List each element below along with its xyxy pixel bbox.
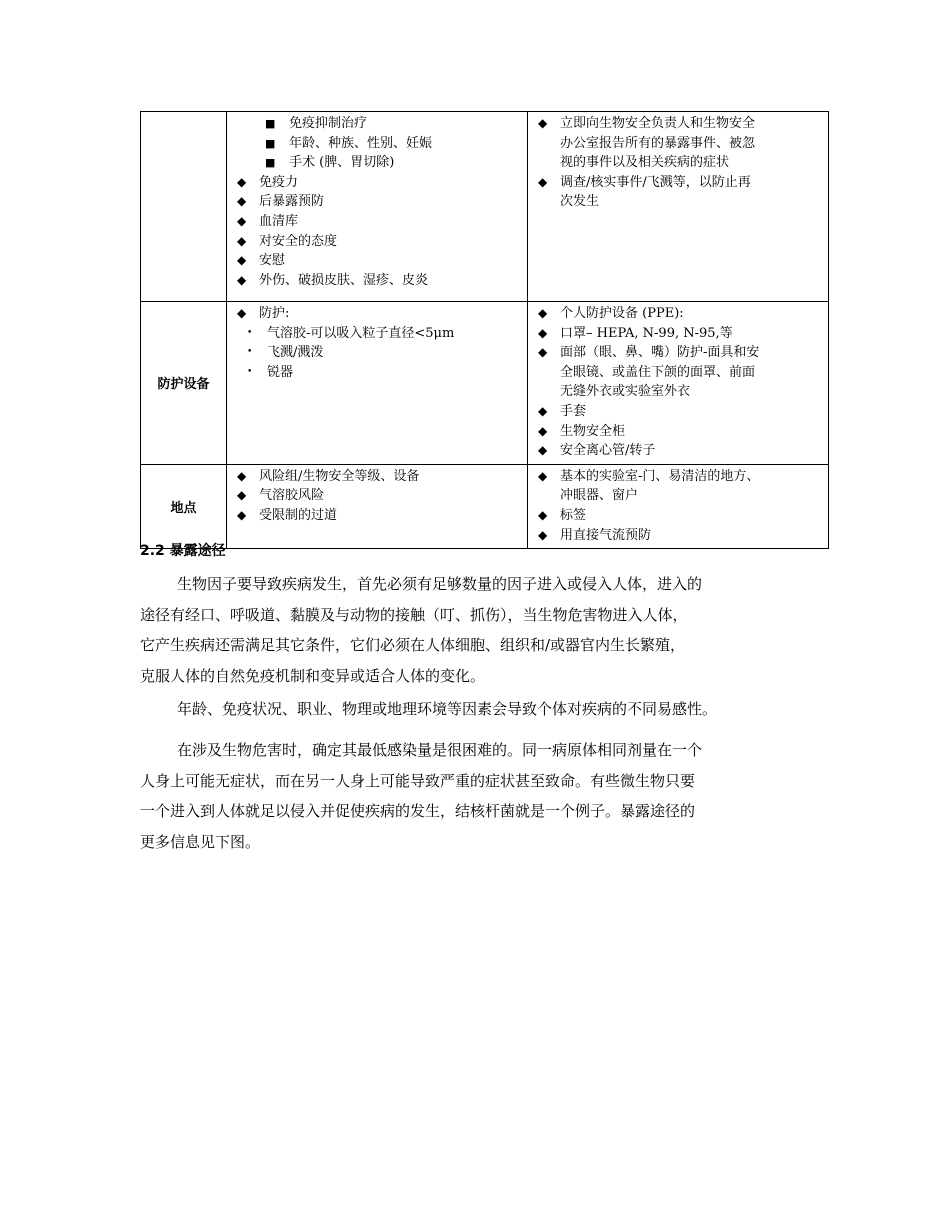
list-item [233,153,523,173]
list-item-text: 冲眼器、窗户 [560,488,639,504]
row-label: 地点 [141,464,227,548]
list-item-text: 生物安全柜 [560,423,626,439]
list-item [233,467,523,487]
diamond-bullet-icon: ◆ [237,306,247,320]
list-item [233,506,523,526]
list-item [534,304,824,324]
list-item-text: 口罩– HEPA, N-99, N-95,等 [560,325,733,341]
list-item [534,363,824,383]
list-item [233,251,523,271]
list-item [534,486,824,506]
table-row [141,302,829,465]
diamond-bullet-icon: ◆ [538,116,548,130]
diamond-bullet-icon: ◆ [237,174,247,189]
list-item-text: 气溶胶风险 [259,488,325,504]
list-item [233,192,523,212]
diamond-bullet-icon: ◆ [237,213,247,228]
bullet-bullet-icon: • [247,347,253,358]
diamond-bullet-icon: ◆ [538,507,548,522]
paragraph [140,694,834,725]
list-item-text: 次发生 [560,194,600,210]
square-bullet-icon: ■ [265,136,276,150]
section-heading: 2.2 暴露途径 [140,543,226,559]
list-item [534,324,824,344]
diamond-bullet-icon: ◆ [237,194,247,209]
list-item-text: 面部（眼、鼻、嘴）防护-面具和安 [560,345,760,361]
diamond-bullet-icon: ◆ [538,443,548,458]
diamond-bullet-icon: ◆ [538,306,548,320]
list-item-text: 用直接气流预防 [560,527,652,543]
paragraph-line: 更多信息见下图。 [140,832,261,851]
diamond-bullet-icon: ◆ [538,174,548,189]
diamond-bullet-icon: ◆ [237,507,247,522]
list-item-text: 风险组/生物安全等级、设备 [259,468,420,484]
list-item-text: 血清库 [259,213,299,229]
diamond-bullet-icon: ◆ [538,345,548,360]
list-item-text: 无缝外衣或实验室外衣 [560,384,691,400]
paragraph [140,735,834,857]
list-item-text: 年龄、种族、性别、妊娠 [289,135,433,151]
table-cell-left [227,112,528,302]
list-item [534,526,824,546]
table-row [141,464,829,548]
list-item [233,343,523,363]
list-item [233,271,523,291]
list-item [233,486,523,506]
diamond-bullet-icon: ◆ [538,403,548,418]
list-item-text: 手套 [560,403,587,419]
list-item [534,153,824,173]
diamond-bullet-icon: ◆ [237,488,247,503]
list-item [233,134,523,154]
list-item [534,422,824,442]
list-item-text: 气溶胶-可以吸入粒子直径<5μm [267,325,455,341]
diamond-bullet-icon: ◆ [538,527,548,542]
list-item [233,304,523,324]
list-item [233,114,523,134]
paragraph [140,569,834,691]
paragraph-line: 它产生疾病还需满足其它条件，它们必须在人体细胞、组织和/或器官内生长繁殖， [140,636,686,654]
bullet-bullet-icon: • [247,366,253,377]
table-cell-left [227,302,528,465]
list-item-text: 全眼镜、或盖住下颌的面罩、前面 [560,364,756,380]
list-item [534,114,824,134]
list-item-text: 手术 (脾、胃切除) [289,155,395,171]
list-item-text: 调查/核实事件/飞溅等，以防止再 [560,174,751,190]
row-label: 防护设备 [141,302,227,465]
list-item [534,467,824,487]
diamond-bullet-icon: ◆ [538,325,548,340]
list-item [534,402,824,422]
list-item [534,441,824,461]
diamond-bullet-icon: ◆ [237,272,247,287]
table-cell-left [227,464,528,548]
diamond-bullet-icon: ◆ [237,253,247,268]
diamond-bullet-icon: ◆ [237,233,247,248]
list-item-text: 后暴露预防 [259,194,325,210]
list-item-text: 视的事件以及相关疾病的症状 [560,155,730,171]
list-item-text: 基本的实验室-门、易清洁的地方、 [560,468,760,484]
paragraph-line: 年龄、免疫状况、职业、物理或地理环境等因素会导致个体对疾病的不同易感性。 [177,700,718,718]
list-item-text: 对安全的态度 [259,233,338,249]
risk-table [140,111,829,549]
bullet-bullet-icon: • [247,327,253,338]
table-row [141,112,829,302]
list-item [534,173,824,193]
diamond-bullet-icon: ◆ [237,468,247,483]
list-item [233,363,523,383]
list-item-text: 安全离心管/转子 [560,443,656,459]
row-label [141,112,227,302]
list-item [233,232,523,252]
list-item-text: 受限制的过道 [259,507,338,523]
list-item [233,173,523,193]
list-item [534,343,824,363]
list-item-text: 办公室报告所有的暴露事件、被忽 [560,135,756,151]
list-item-text: 立即向生物安全负责人和生物安全 [560,116,756,131]
list-item-text: 飞溅/溅泼 [267,345,324,361]
paragraph-line: 途径有经口、呼吸道、黏膜及与动物的接触（叮、抓伤），当生物危害物进入人体， [140,605,688,624]
list-item [534,192,824,212]
square-bullet-icon: ■ [265,117,276,130]
diamond-bullet-icon: ◆ [538,423,548,438]
list-item [534,134,824,154]
list-item [534,382,824,402]
list-item-text: 免疫抑制治疗 [289,116,368,131]
list-item-text: 免疫力 [259,174,299,190]
paragraph-line: 生物因子要导致疾病发生，首先必须有足够数量的因子进入或侵入人体，进入的 [177,575,703,593]
list-item-text: 标签 [560,507,587,523]
diamond-bullet-icon: ◆ [538,468,548,483]
list-item-text: 防护: [259,306,290,321]
list-item [233,212,523,232]
table-cell-right [528,112,829,302]
list-item-text: 外伤、破损皮肤、湿疹、皮炎 [259,272,429,288]
list-item-text: 锐器 [267,364,294,380]
list-item-text: 安慰 [259,253,286,269]
list-item [233,324,523,344]
paragraph-line: 一个进入到人体就足以侵入并促使疾病的发生，结核杆菌就是一个例子。暴露途径的 [140,802,696,820]
paragraph-line: 人身上可能无症状，而在另一人身上可能导致严重的症状甚至致命。有些微生物只要 [140,771,696,790]
table-cell-right [528,464,829,548]
paragraph-line: 在涉及生物危害时，确定其最低感染量是很困难的。同一病原体相同剂量在一个 [177,741,703,759]
table-cell-right [528,302,829,465]
paragraph-line: 克服人体的自然免疫机制和变异或适合人体的变化。 [140,666,486,685]
list-item [534,506,824,526]
list-item-text: 个人防护设备 (PPE): [560,306,684,321]
square-bullet-icon: ■ [265,156,276,170]
